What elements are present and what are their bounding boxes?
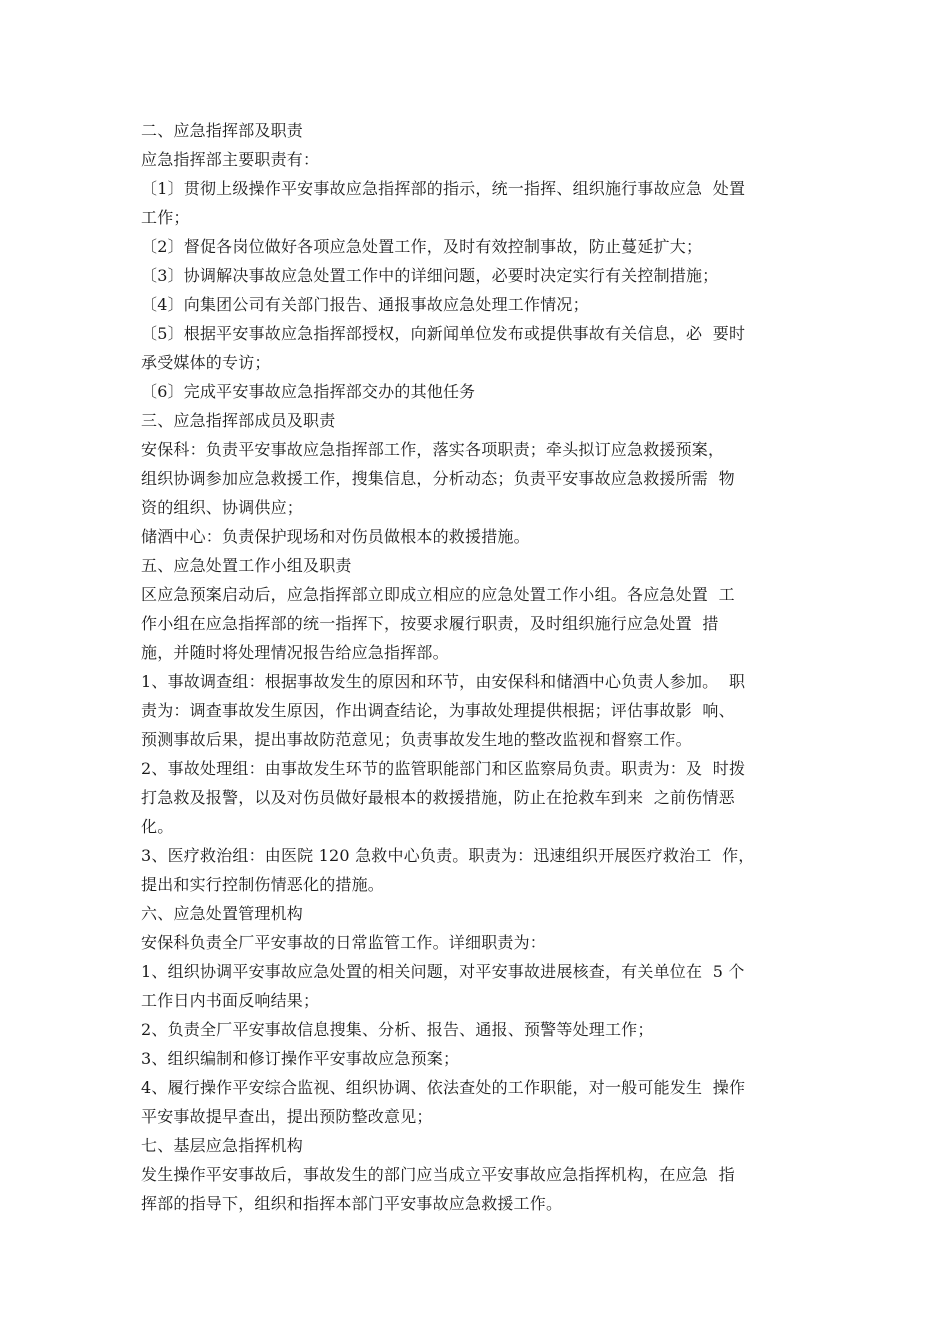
list-item-line: 责为：调查事故发生原因，作出调查结论，为事故处理提供根据；评估事故影 响、 bbox=[141, 701, 735, 720]
list-item-line: 工作； bbox=[141, 208, 190, 227]
list-item-line: 1、事故调查组：根据事故发生的原因和环节，由安保科和储酒中心负责人参加。 职 bbox=[141, 672, 746, 691]
list-item-line: 3、组织编制和修订操作平安事故应急预案； bbox=[141, 1049, 460, 1068]
paragraph-line: 区应急预案启动后，应急指挥部立即成立相应的应急处置工作小组。各应急处置 工 bbox=[141, 585, 735, 604]
paragraph-line: 储酒中心：负责保护现场和对伤员做根本的救援措施。 bbox=[141, 527, 530, 546]
list-item-line: 提出和实行控制伤情恶化的措施。 bbox=[141, 875, 385, 894]
list-item-line: 4、履行操作平安综合监视、组织协调、依法查处的工作职能，对一般可能发生 操作 bbox=[141, 1078, 746, 1097]
paragraph-line: 资的组织、协调供应； bbox=[141, 498, 304, 517]
list-item-line: 〔2〕督促各岗位做好各项应急处置工作，及时有效控制事故，防止蔓延扩大； bbox=[141, 237, 703, 256]
list-item-line: 〔6〕完成平安事故应急指挥部交办的其他任务 bbox=[141, 382, 476, 401]
list-item-line: 〔4〕向集团公司有关部门报告、通报事故应急处理工作情况； bbox=[141, 295, 589, 314]
list-item-line: 承受媒体的专访； bbox=[141, 353, 271, 372]
list-item-line: 〔5〕根据平安事故应急指挥部授权，向新闻单位发布或提供事故有关信息，必 要时 bbox=[141, 324, 746, 343]
list-item-line: 平安事故提早查出，提出预防整改意见； bbox=[141, 1107, 433, 1126]
list-item-line: 2、负责全厂平安事故信息搜集、分析、报告、通报、预警等处理工作； bbox=[141, 1020, 654, 1039]
list-item-line: 〔3〕协调解决事故应急处置工作中的详细问题，必要时决定实行有关控制措施； bbox=[141, 266, 719, 285]
list-item-line: 打急救及报警，以及对伤员做好最根本的救援措施，防止在抢救车到来 之前伤情恶 bbox=[141, 788, 735, 807]
list-item-line: 工作日内书面反响结果； bbox=[141, 991, 320, 1010]
paragraph-line: 组织协调参加应急救援工作，搜集信息，分析动态；负责平安事故应急救援所需 物 bbox=[141, 469, 735, 488]
list-item-line: 化。 bbox=[141, 817, 174, 836]
list-item-line: 1、组织协调平安事故应急处置的相关问题，对平安事故进展核查，有关单位在 5 个 bbox=[141, 962, 745, 981]
paragraph-line: 作小组在应急指挥部的统一指挥下，按要求履行职责，及时组织施行应急处置 措 bbox=[141, 614, 719, 633]
list-item-line: 3、医疗救治组：由医院 120 急救中心负责。职责为：迅速组织开展医疗救治工 作， bbox=[141, 846, 755, 865]
section-heading: 二、应急指挥部及职责 bbox=[141, 121, 304, 140]
paragraph-line: 挥部的指导下，组织和指挥本部门平安事故应急救援工作。 bbox=[141, 1194, 563, 1213]
paragraph-line: 应急指挥部主要职责有： bbox=[141, 150, 320, 169]
section-heading: 七、基层应急指挥机构 bbox=[141, 1136, 304, 1155]
list-item-line: 〔1〕贯彻上级操作平安事故应急指挥部的指示，统一指挥、组织施行事故应急 处置 bbox=[141, 179, 746, 198]
paragraph-line: 施，并随时将处理情况报告给应急指挥部。 bbox=[141, 643, 449, 662]
document-body bbox=[141, 116, 821, 1218]
paragraph-line: 安保科负责全厂平安事故的日常监管工作。详细职责为： bbox=[141, 933, 547, 952]
paragraph-line: 安保科：负责平安事故应急指挥部工作，落实各项职责；牵头拟订应急救援预案， bbox=[141, 440, 725, 459]
section-heading: 六、应急处置管理机构 bbox=[141, 904, 304, 923]
list-item-line: 2、事故处理组：由事故发生环节的监管职能部门和区监察局负责。职责为：及 时拨 bbox=[141, 759, 746, 778]
section-heading: 五、应急处置工作小组及职责 bbox=[141, 556, 352, 575]
list-item-line: 预测事故后果，提出事故防范意见；负责事故发生地的整改监视和督察工作。 bbox=[141, 730, 692, 749]
section-heading: 三、应急指挥部成员及职责 bbox=[141, 411, 336, 430]
paragraph-line: 发生操作平安事故后，事故发生的部门应当成立平安事故应急指挥机构，在应急 指 bbox=[141, 1165, 735, 1184]
